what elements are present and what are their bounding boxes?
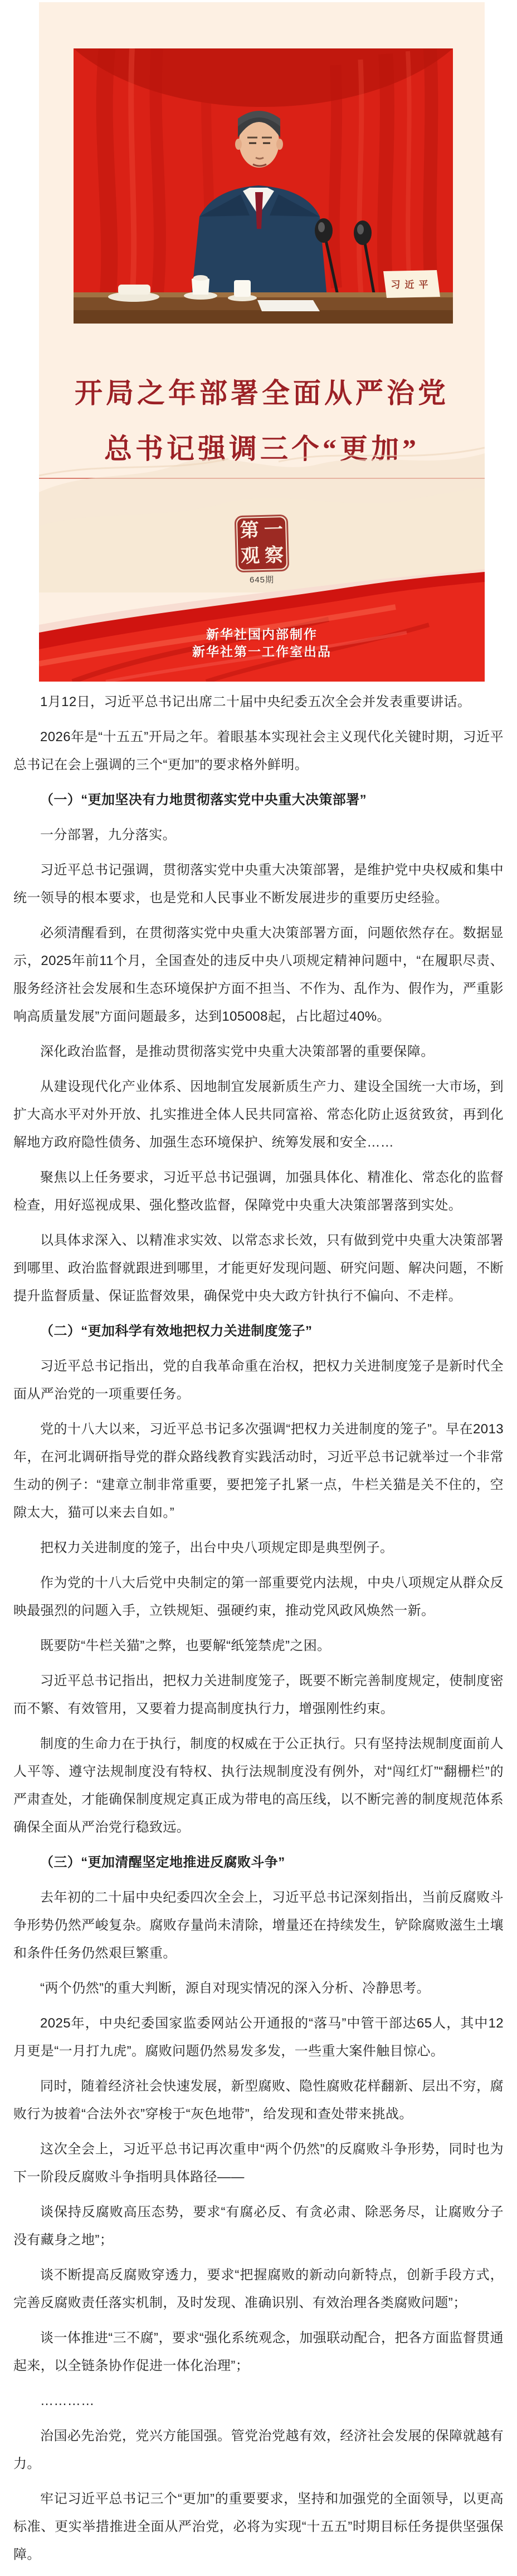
article-paragraph: 从建设现代化产业体系、因地制宜发展新质生产力、建设全国统一大市场，到扩大高水平对外开放、扎实推进全体人民共同富裕、常态化防止返贫致贫，再到化解地方政府隐性债务、加强生态环境保护、统筹发展和安全…… — [13, 1079, 504, 1150]
photo-xi-meeting — [74, 48, 453, 324]
poster-title-line1: 开局之年部署全面从严治党 — [75, 378, 449, 409]
seal-char: 一 — [264, 520, 284, 541]
article-paragraph: 一分部署，九分落实。 — [40, 827, 176, 843]
section-heading: （一）“更加坚决有力地贯彻落实党中央重大决策部署” — [40, 792, 367, 807]
header-poster — [39, 2, 485, 682]
article-paragraph: 把权力关进制度的笼子，出台中央八项规定即是典型例子。 — [40, 1540, 394, 1555]
article-paragraph: 牢记习近平总书记三个“更加”的重要要求，坚持和加强党的全面领导，以更高标准、更实举措推进全面从严治党，必将为实现“十五五”时期目标任务提供坚强保障。 — [13, 2491, 504, 2562]
poster-credits — [39, 626, 485, 660]
article-paragraph: 谈保持反腐败高压态势，要求“有腐必反、有贪必肃、除恶务尽，让腐败分子没有藏身之地”； — [13, 2205, 504, 2247]
article-paragraph: 去年初的二十届中央纪委四次全会上，习近平总书记深刻指出，当前反腐败斗争形势仍然严峻复杂。腐败存量尚未清除，增量还在持续发生，铲除腐败滋生土壤和条件任务仍然艰巨繁重。 — [13, 1890, 504, 1961]
article-paragraph: 深化政治监督，是推动贯彻落实党中央重大决策部署的重要保障。 — [40, 1044, 435, 1059]
article-paragraph: 习近平总书记指出，党的自我革命重在治权，把权力关进制度笼子是新时代全面从严治党的一项重要任务。 — [13, 1359, 504, 1402]
name-plate-text: 习近平 — [391, 280, 433, 290]
issue-number: 645期 — [249, 575, 275, 585]
article-paragraph: 既要防“牛栏关猫”之弊，也要解“纸笼禁虎”之困。 — [40, 1638, 331, 1653]
article-paragraph: 谈一体推进“三不腐”，要求“强化系统观念，加强联动配合，把各方面监督贯通起来，以全链条协作促进一体化治理”； — [13, 2330, 504, 2373]
seal-char: 第 — [240, 520, 260, 542]
meeting-photo — [74, 48, 453, 324]
article-paragraph: ………… — [40, 2393, 95, 2408]
article-paragraph: 同时，随着经济社会快速发展，新型腐败、隐性腐败花样翻新、层出不穷，腐败行为披着“合法外衣”穿梭于“灰色地带”，给发现和查处带来挑战。 — [13, 2079, 504, 2122]
article-paragraph: “两个仍然”的重大判断，源自对现实情况的深入分析、冷静思考。 — [40, 1981, 430, 1996]
article-paragraph: 习近平总书记强调，贯彻落实党中央重大决策部署，是维护党中央权威和集中统一领导的根本要求，也是党和人民事业不断发展进步的重要历史经验。 — [13, 863, 504, 905]
seal-char: 观 — [240, 546, 260, 567]
poster-title-line2: 总书记强调三个“更加” — [104, 433, 420, 464]
section-heading: （三）“更加清醒坚定地推进反腐败斗争” — [40, 1855, 285, 1870]
article-paragraph: 作为党的十八大后党中央制定的第一部重要党内法规，中央八项规定从群众反映最强烈的问题入手，立铁规矩、强硬约束，推动党风政风焕然一新。 — [13, 1575, 504, 1618]
credit-line2: 新华社第一工作室出品 — [192, 644, 331, 659]
article-paragraph: 治国必先治党，党兴方能国强。管党治党越有效，经济社会发展的保障就越有力。 — [13, 2428, 504, 2471]
red-ribbon — [39, 559, 485, 682]
section-heading: （二）“更加科学有效地把权力关进制度笼子” — [40, 1324, 313, 1339]
article-paragraph: 习近平总书记指出，把权力关进制度笼子，既要不断完善制度规定，使制度密而不繁、有效管用，又要着力提高制度执行力，增强刚性约束。 — [13, 1673, 504, 1716]
article-paragraph: 聚焦以上任务要求，习近平总书记强调，加强具体化、精准化、常态化的监督检查，用好巡视成果、强化整改监督，保障党中央重大决策部署落到实处。 — [13, 1170, 504, 1213]
article-paragraph: 必须清醒看到，在贯彻落实党中央重大决策部署方面，问题依然存在。数据显示，2025年前11个月，全国查处的违反中央八项规定精神问题中，“在履职尽责、服务经济社会发展和生态环境保护方面不担当、不作为、乱作为、假作为，严重影响高质量发展”方面问题最多，达到105008起，占比超过40%。 — [13, 925, 504, 1024]
article-paragraph: 以具体求深入、以精准求实效、以常态求长效，只有做到党中央重大决策部署到哪里、政治监督就跟进到哪里，才能更好发现问题、研究问题、解决问题，不断提升监督质量、保证监督效果，确保党中央大政方针执行不偏向、不走样。 — [13, 1233, 504, 1304]
credit-line1: 新华社国内部制作 — [206, 627, 318, 641]
article-paragraph: 党的十八大以来，习近平总书记多次强调“把权力关进制度的笼子”。早在2013年，在河北调研指导党的群众路线教育实践活动时，习近平总书记就举过一个非常生动的例子：“建章立制非常重要，要把笼子扎紧一点，牛栏关猫是关不住的，空隙太大，猫可以来去自如。” — [13, 1422, 504, 1520]
article-paragraph: 谈不断提高反腐败穿透力，要求“把握腐败的新动向新特点，创新手段方式，完善反腐败责任落实机制，及时发现、准确识别、有效治理各类腐败问题”； — [13, 2268, 504, 2310]
article-paragraph: 这次全会上，习近平总书记再次重申“两个仍然”的反腐败斗争形势，同时也为下一阶段反腐败斗争指明具体路径—— — [13, 2142, 504, 2185]
article-body — [0, 688, 517, 2576]
article-paragraph: 2026年是“十五五”开局之年。着眼基本实现社会主义现代化关键时期，习近平总书记在会上强调的三个“更加”的要求格外鲜明。 — [13, 729, 504, 772]
article-paragraph: 2025年，中央纪委国家监委网站公开通报的“落马”中管干部达65人，其中12月更是“一月打九虎”。腐败问题仍然易发多发，一些重大案件触目惊心。 — [13, 2016, 504, 2059]
seal-char: 察 — [264, 545, 284, 566]
article-paragraph: 1月12日，习近平总书记出席二十届中央纪委五次全会并发表重要讲话。 — [40, 694, 471, 709]
article-paragraph: 制度的生命力在于执行，制度的权威在于公正执行。只有坚持法规制度面前人人平等、遵守法规制度没有特权、执行法规制度没有例外，对“闯红灯”“翻栅栏”的严肃查处，才能确保制度规定真正成为带电的高压线，以不断完善的制度规范体系确保全面从严治党行稳致远。 — [13, 1736, 504, 1835]
name-placard — [383, 270, 440, 298]
